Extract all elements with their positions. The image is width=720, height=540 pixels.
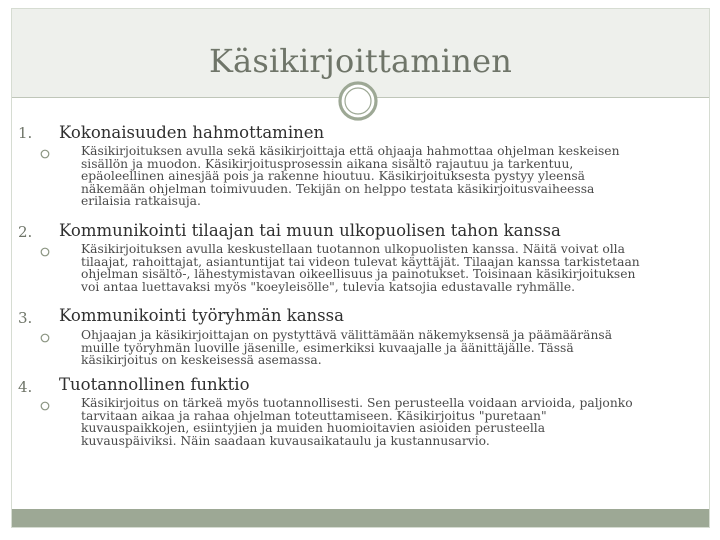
item-heading: Kokonaisuuden hahmottaminen (59, 123, 325, 142)
paragraph-line: sisällön ja muodon. Käsikirjoitusprosessin aikana sisältö rajautuu ja tarkentuu, (81, 156, 574, 171)
footer-bar (12, 509, 709, 527)
item-number: 2. (18, 223, 33, 241)
item-number: 1. (18, 124, 33, 142)
hollow-circle-bullet-icon (40, 247, 50, 257)
item-number: 3. (18, 309, 33, 327)
paragraph-line: erilaisia ratkaisuja. (81, 194, 201, 209)
item-paragraph (81, 243, 683, 293)
paragraph-line: näkemään ohjelman toimivuuden. Tekijän on helppo testata käsikirjoitusvaiheessa (81, 181, 595, 196)
item-heading: Tuotannollinen funktio (59, 375, 250, 394)
item-paragraph (81, 145, 683, 208)
paragraph-line: kuvauspaikkojen, esiintyjien ja muiden huomioitavien asioiden perusteella (81, 421, 546, 436)
ring-icon (338, 81, 378, 121)
paragraph-line: Käsikirjoitus on tärkeä myös tuotannollisesti. Sen perusteella voidaan arvioida, paljonko (81, 396, 633, 410)
slide-title: Käsikirjoittaminen (208, 42, 513, 80)
item-heading: Kommunikointi tilaajan tai muun ulkopuolisen tahon kanssa (59, 221, 561, 240)
paragraph-line: kuvauspäiviksi. Näin saadaan kuvausaikataulu ja kustannusarvio. (81, 433, 490, 448)
item-number: 4. (18, 378, 33, 396)
paragraph-line: Käsikirjoituksen avulla keskustellaan tuotannon ulkopuolisten kanssa. Näitä voivat olla (81, 242, 625, 256)
paragraph-line: Käsikirjoituksen avulla sekä käsikirjoittaja että ohjaaja hahmottaa ohjelman keskeisen (81, 144, 620, 158)
hollow-circle-bullet-icon (40, 333, 50, 343)
paragraph-line: tilaajat, rahoittajat, asiantuntijat tai videon tulevat käyttäjät. Tilaajan kanssa tarkistetaan (81, 254, 640, 269)
paragraph-line: muille työryhmän luoville jäsenille, esimerkiksi kuvaajalle ja äänittäjälle. Tässä (81, 340, 574, 355)
item-heading: Kommunikointi työryhmän kanssa (59, 306, 344, 325)
item-paragraph (81, 397, 683, 447)
paragraph-line: tarvitaan aikaa ja rahaa ohjelman toteuttamiseen. Käsikirjoitus "puretaan" (81, 408, 547, 423)
paragraph-line: käsikirjoitus on keskeisessä asemassa. (81, 353, 322, 368)
hollow-circle-bullet-icon (40, 401, 50, 411)
paragraph-line: ohjelman sisältö-, lähestymistavan oikeellisuus ja painotukset. Toisinaan käsikirjoituksen (81, 267, 636, 282)
paragraph-line: epäoleellinen ainesjää pois ja rakenne hioutuu. Käsikirjoituksesta pystyy yleensä (81, 169, 586, 184)
item-paragraph (81, 329, 683, 367)
paragraph-line: voi antaa luettavaksi myös "koeyleisölle", tulevia katsojia edustavalle ryhmälle. (81, 279, 576, 294)
hollow-circle-bullet-icon (40, 149, 50, 159)
paragraph-line: Ohjaajan ja käsikirjoittajan on pystyttävä välittämään näkemyksensä ja päämääränsä (81, 328, 613, 342)
